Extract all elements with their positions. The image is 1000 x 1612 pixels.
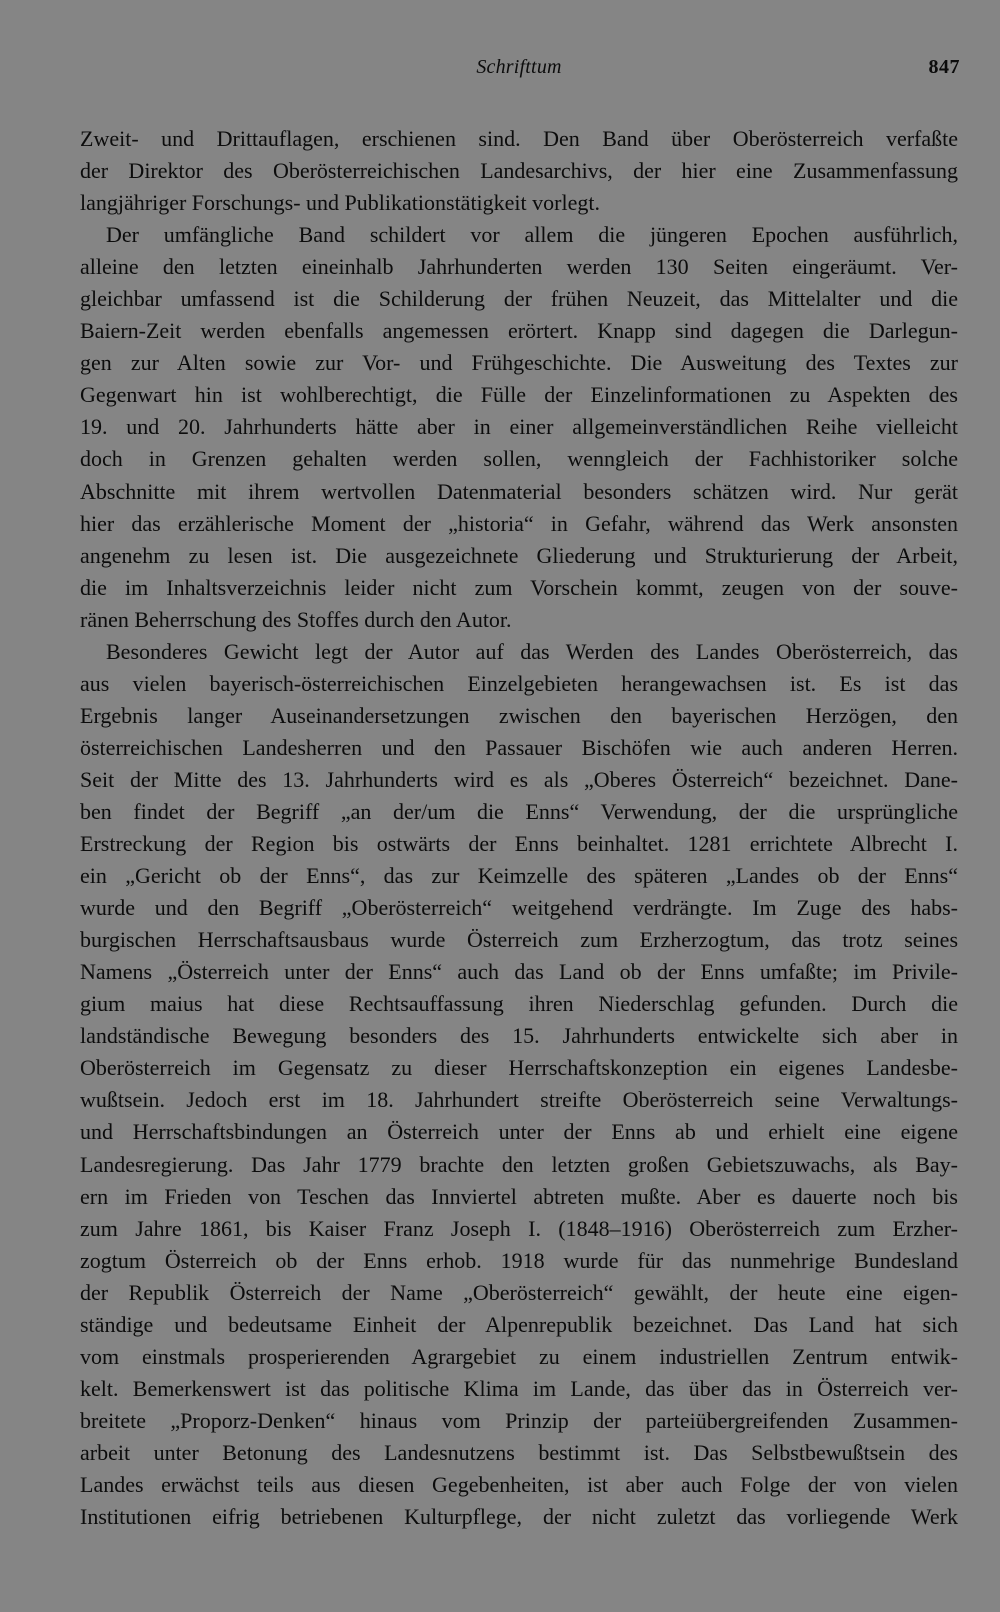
text-line: gen zur Alten sowie zur Vor- und Frühgeschichte. Die Ausweitung des Textes zur xyxy=(80,350,958,376)
text-line: gleichbar umfassend ist die Schilderung der frühen Neuzeit, das Mittelalter und die xyxy=(80,286,958,312)
text-line: doch in Grenzen gehalten werden sollen, wenngleich der Fachhistoriker solche xyxy=(80,446,958,472)
text-line: langjähriger Forschungs- und Publikationstätigkeit vorlegt. xyxy=(80,190,600,216)
text-line: breitete „Proporz-Denken“ hinaus vom Prinzip der parteiübergreifenden Zusammen- xyxy=(80,1407,958,1433)
text-line: Landesregierung. Das Jahr 1779 brachte den letzten großen Gebietszuwachs, als Bay- xyxy=(80,1151,958,1177)
text-line: aus vielen bayerisch-österreichischen Einzelgebieten herangewachsen ist. Es ist das xyxy=(80,670,958,696)
text-line: Besonderes Gewicht legt der Autor auf das Werden des Landes Oberösterreich, das xyxy=(106,638,958,664)
text-line: Erstreckung der Region bis ostwärts der Enns beinhaltet. 1281 errichtete Albrecht I. xyxy=(80,831,958,857)
running-head xyxy=(78,56,960,86)
text-line: Gegenwart hin ist wohlberechtigt, die Fülle der Einzelinformationen zu Aspekten des xyxy=(80,382,958,408)
text-line: ränen Beherrschung des Stoffes durch den Autor. xyxy=(80,606,512,632)
running-title: Schrifttum xyxy=(476,56,562,78)
text-line: kelt. Bemerkenswert ist das politische Klima im Lande, das über das in Österreich ver- xyxy=(80,1375,958,1401)
text-line: Baiern-Zeit werden ebenfalls angemessen erörtert. Knapp sind dagegen die Darlegun- xyxy=(80,318,958,344)
text-line: alleine den letzten eineinhalb Jahrhunderten werden 130 Seiten eingeräumt. Ver- xyxy=(80,254,958,280)
text-line: ern im Frieden von Teschen das Innviertel abtreten mußte. Aber es dauerte noch bis xyxy=(80,1183,958,1209)
text-line: der Direktor des Oberösterreichischen Landesarchivs, der hier eine Zusammenfassung xyxy=(80,158,958,184)
text-line: zum Jahre 1861, bis Kaiser Franz Joseph I. (1848–1916) Oberösterreich zum Erzher- xyxy=(80,1215,958,1241)
text-line: vom einstmals prosperierenden Agrargebiet zu einem industriellen Zentrum entwik- xyxy=(80,1343,958,1369)
text-line: burgischen Herrschaftsausbaus wurde Österreich zum Erzherzogtum, das trotz seines xyxy=(80,927,958,953)
text-line: Zweit- und Drittauflagen, erschienen sind. Den Band über Oberösterreich verfaßte xyxy=(80,126,958,151)
text-line: ein „Gericht ob der Enns“, das zur Keimzelle des späteren „Landes ob der Enns“ xyxy=(80,863,958,889)
text-line: Landes erwächst teils aus diesen Gegebenheiten, ist aber auch Folge der von vielen xyxy=(80,1471,958,1497)
text-line: zogtum Österreich ob der Enns erhob. 1918 wurde für das nunmehrige Bundesland xyxy=(80,1247,958,1273)
text-line: arbeit unter Betonung des Landesnutzens bestimmt ist. Das Selbstbewußtsein des xyxy=(80,1439,958,1465)
paragraph xyxy=(80,219,958,636)
text-line: Oberösterreich im Gegensatz zu dieser Herrschaftskonzeption ein eigenes Landesbe- xyxy=(80,1055,958,1081)
text-line: wußtsein. Jedoch erst im 18. Jahrhundert streifte Oberösterreich seine Verwaltungs- xyxy=(80,1087,958,1113)
page-number: 847 xyxy=(928,56,960,78)
text-line: ständige und bedeutsame Einheit der Alpenrepublik bezeichnet. Das Land hat sich xyxy=(80,1311,958,1337)
text-line: der Republik Österreich der Name „Oberösterreich“ gewählt, der heute eine eigen- xyxy=(80,1279,958,1305)
text-line: 19. und 20. Jahrhunderts hätte aber in einer allgemeinverständlichen Reihe vielleicht xyxy=(80,414,958,440)
body-text xyxy=(80,123,958,1533)
text-line: Institutionen eifrig betriebenen Kulturpflege, der nicht zuletzt das vorliegende Werk xyxy=(80,1504,958,1530)
text-line: Namens „Österreich unter der Enns“ auch das Land ob der Enns umfaßte; im Privile- xyxy=(80,959,958,985)
text-line: landständische Bewegung besonders des 15. Jahrhunderts entwickelte sich aber in xyxy=(80,1023,958,1049)
text-line: hier das erzählerische Moment der „historia“ in Gefahr, während das Werk ansonsten xyxy=(80,510,958,536)
text-line: gium maius hat diese Rechtsauffassung ihren Niederschlag gefunden. Durch die xyxy=(80,991,958,1017)
text-line: angenehm zu lesen ist. Die ausgezeichnete Gliederung und Strukturierung der Arbeit, xyxy=(80,542,958,568)
text-line: die im Inhaltsverzeichnis leider nicht zum Vorschein kommt, zeugen von der souve- xyxy=(80,574,958,600)
text-line: Seit der Mitte des 13. Jahrhunderts wird es als „Oberes Österreich“ bezeichnet. Dane- xyxy=(80,766,958,792)
paragraph xyxy=(80,636,958,1533)
text-line: ben findet der Begriff „an der/um die Enns“ Verwendung, der die ursprüngliche xyxy=(80,798,958,824)
text-line: Abschnitte mit ihrem wertvollen Datenmaterial besonders schätzen wird. Nur gerät xyxy=(80,478,958,504)
text-line: wurde und den Begriff „Oberösterreich“ weitgehend verdrängte. Im Zuge des habs- xyxy=(80,895,958,921)
paragraph xyxy=(80,123,958,219)
text-line: und Herrschaftsbindungen an Österreich unter der Enns ab und erhielt eine eigene xyxy=(80,1119,958,1145)
text-line: Der umfängliche Band schildert vor allem die jüngeren Epochen ausführlich, xyxy=(106,222,958,248)
text-line: österreichischen Landesherren und den Passauer Bischöfen wie auch anderen Herren. xyxy=(80,734,958,760)
text-line: Ergebnis langer Auseinandersetzungen zwischen den bayerischen Herzögen, den xyxy=(80,702,958,728)
